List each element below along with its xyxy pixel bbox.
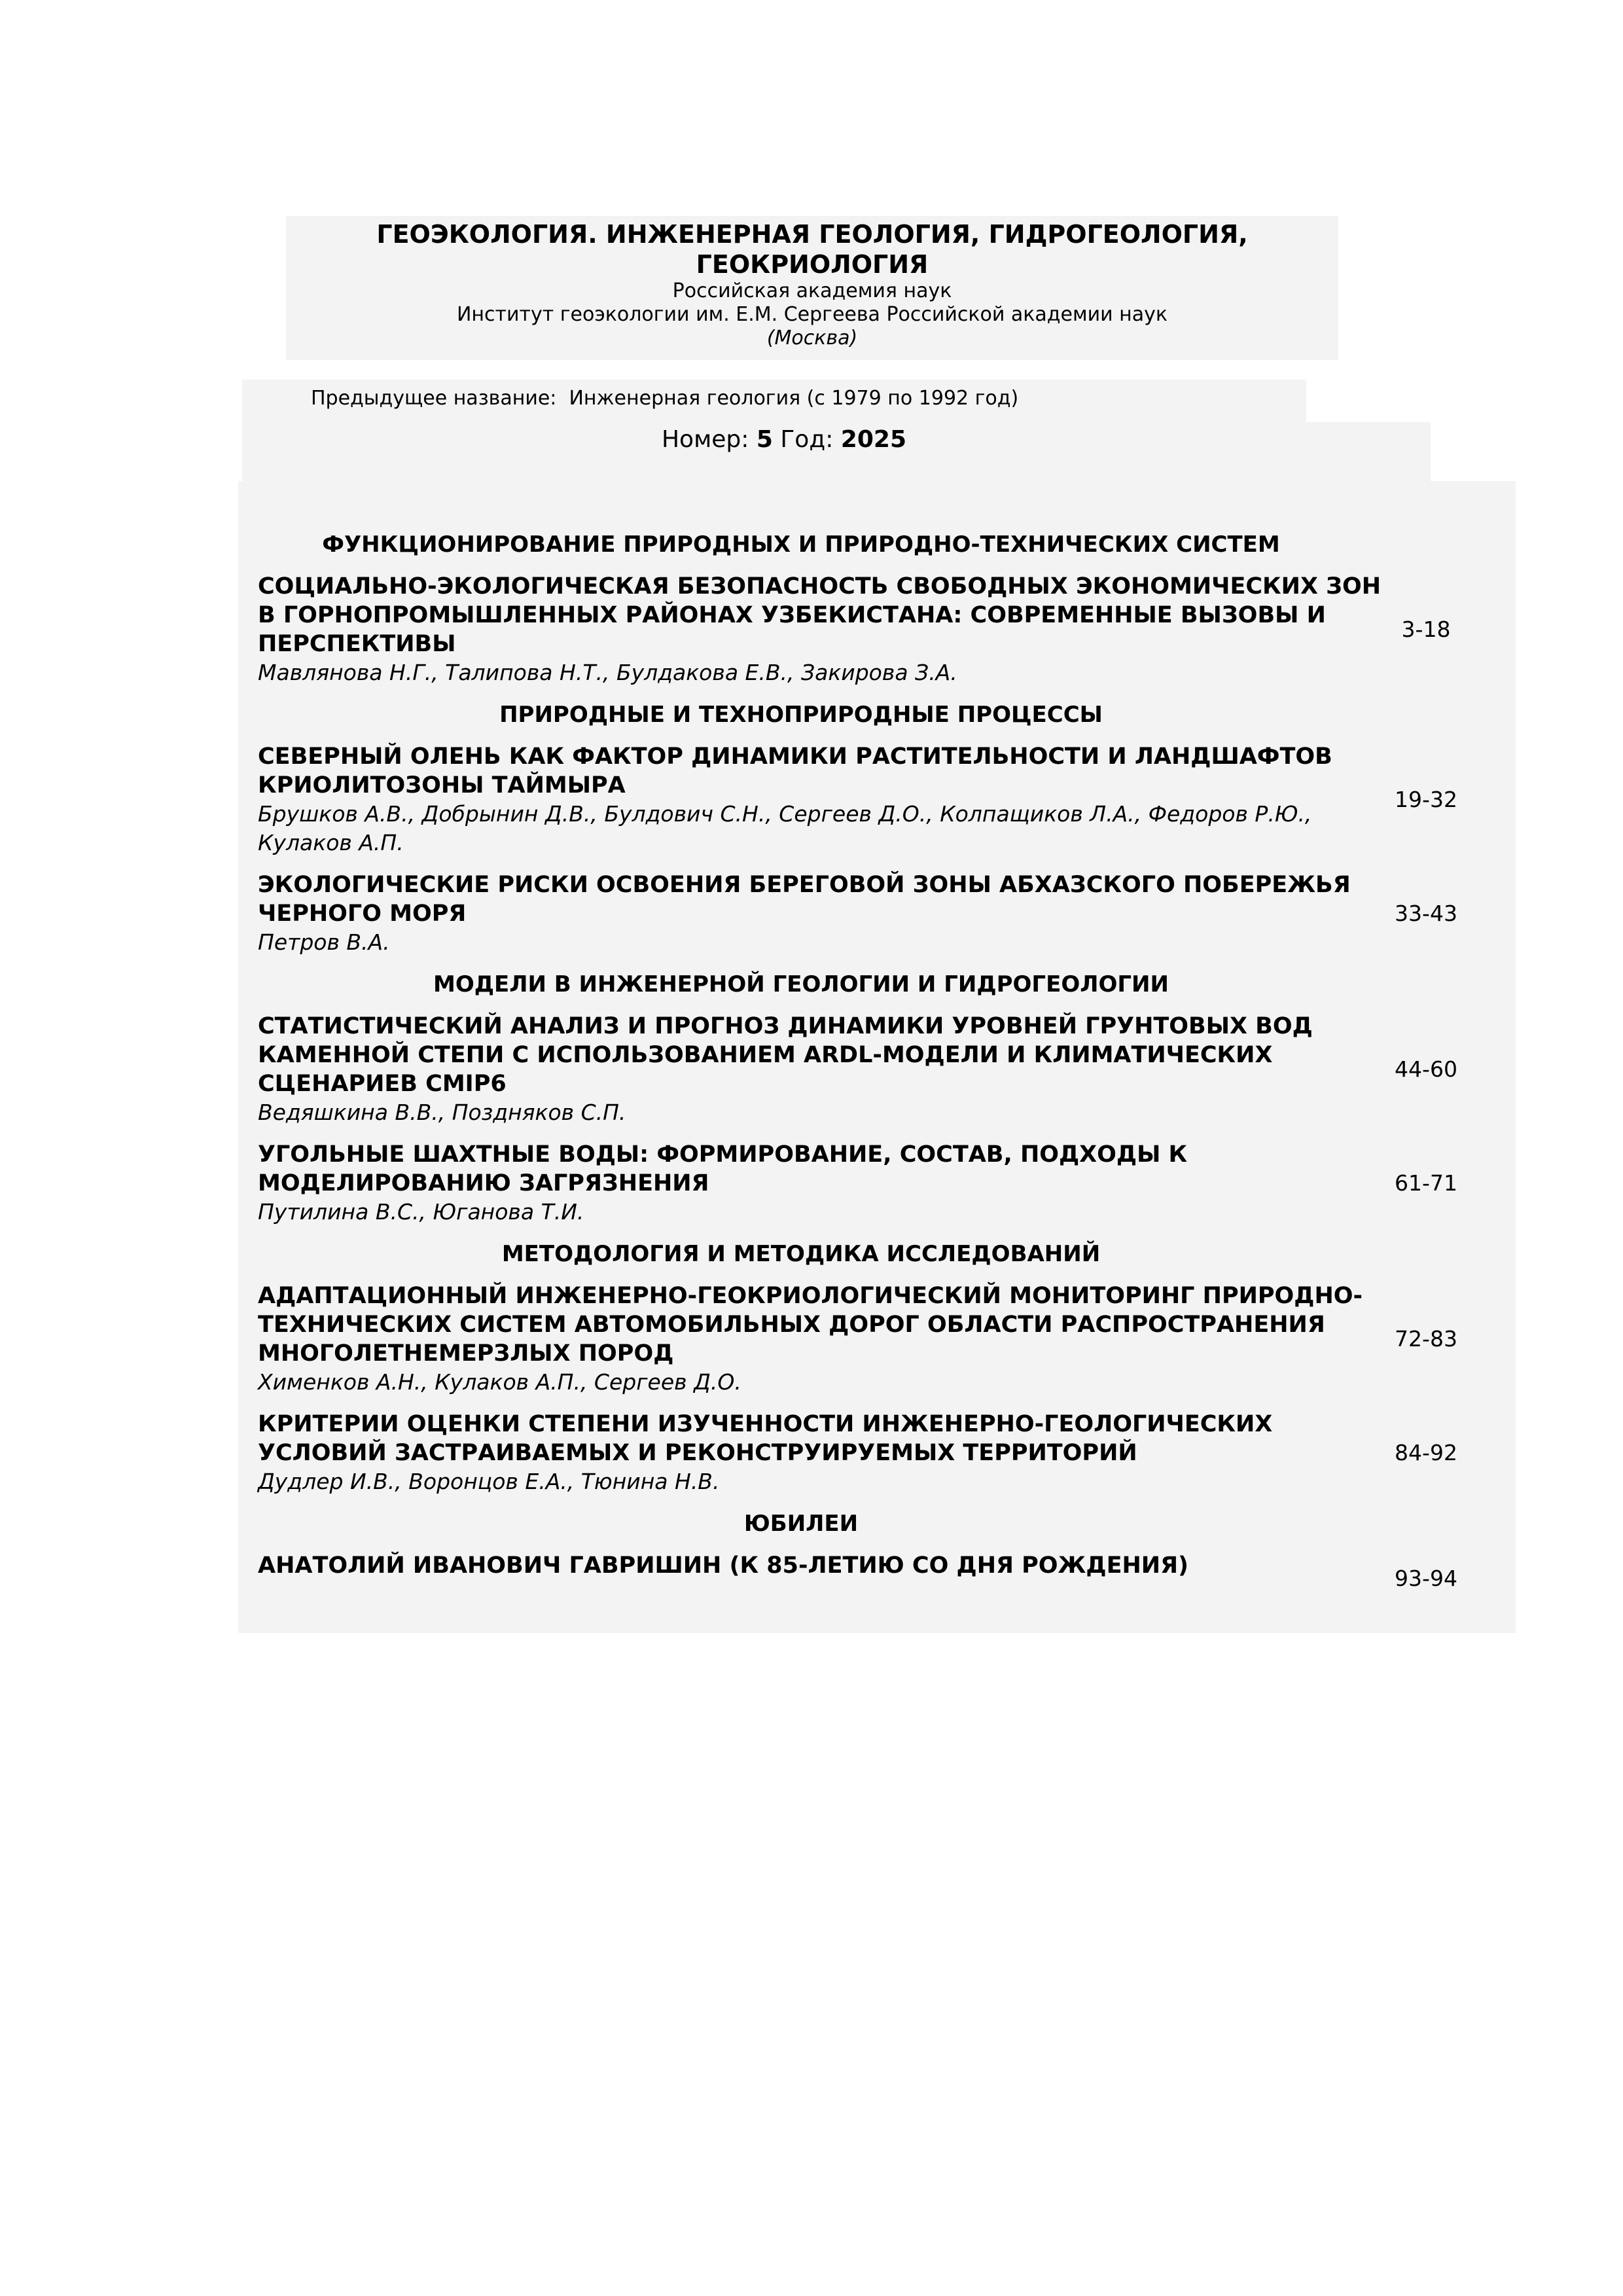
journal-title-line-1: ГЕОЭКОЛОГИЯ. ИНЖЕНЕРНАЯ ГЕОЛОГИЯ, ГИДРОГЕОЛОГИЯ, bbox=[376, 220, 1248, 249]
article-title-link[interactable]: АНАТОЛИЙ ИВАНОВИЧ ГАВРИШИН (К 85-ЛЕТИЮ СО ДНЯ РОЖДЕНИЯ) bbox=[258, 1552, 1189, 1579]
entry-body bbox=[258, 1140, 1383, 1227]
entry-body bbox=[258, 1551, 1383, 1580]
article-title-link[interactable]: В ГОРНОПРОМЫШЛЕННЫХ РАЙОНАХ УЗБЕКИСТАНА: СОВРЕМЕННЫЕ ВЫЗОВЫ И bbox=[258, 602, 1326, 628]
city: (Москва) bbox=[766, 327, 858, 350]
previous-name bbox=[311, 386, 1018, 412]
section-heading: ПРИРОДНЫЕ И ТЕХНОПРИРОДНЫЕ ПРОЦЕССЫ bbox=[499, 702, 1103, 728]
issue-block bbox=[242, 422, 1431, 481]
issue-info bbox=[242, 425, 1326, 454]
entry-body bbox=[258, 572, 1383, 687]
article-authors: Ведяшкина В.В., Поздняков С.П. bbox=[258, 1100, 626, 1125]
page-range: 19-32 bbox=[1395, 787, 1457, 812]
article-title-link[interactable]: ЭКОЛОГИЧЕСКИЕ РИСКИ ОСВОЕНИЯ БЕРЕГОВОЙ ЗОНЫ АБХАЗСКОГО ПОБЕРЕЖЬЯ bbox=[258, 872, 1351, 898]
page-range: 33-43 bbox=[1395, 901, 1457, 926]
issue-year: 2025 bbox=[840, 426, 906, 453]
previous-name-value: Инженерная геология (с 1979 по 1992 год) bbox=[569, 387, 1019, 410]
toc-entry[interactable] bbox=[258, 1551, 1501, 1591]
previous-name-label: Предыдущее название: bbox=[311, 387, 557, 410]
article-title-link[interactable]: СЦЕНАРИЕВ CMIP6 bbox=[258, 1071, 507, 1097]
toc-entry[interactable] bbox=[258, 742, 1501, 857]
page-range: 93-94 bbox=[1395, 1566, 1457, 1591]
article-title-link[interactable]: СТАТИСТИЧЕСКИЙ АНАЛИЗ И ПРОГНОЗ ДИНАМИКИ УРОВНЕЙ ГРУНТОВЫХ ВОД bbox=[258, 1013, 1313, 1039]
article-title-link[interactable]: ПЕРСПЕКТИВЫ bbox=[258, 631, 456, 657]
previous-name-block bbox=[242, 380, 1306, 422]
section-heading: ФУНКЦИОНИРОВАНИЕ ПРИРОДНЫХ И ПРИРОДНО-ТЕХНИЧЕСКИХ СИСТЕМ bbox=[322, 531, 1280, 558]
page-range: 44-60 bbox=[1395, 1056, 1457, 1082]
toc-list bbox=[258, 530, 1501, 1593]
toc-entry[interactable] bbox=[258, 1140, 1501, 1227]
journal-header bbox=[286, 216, 1338, 360]
article-authors: Брушков А.В., Добрынин Д.В., Булдович С.Н., Сергеев Д.О., Колпащиков Л.А., Федоров Р.Ю., bbox=[258, 801, 1312, 827]
section-heading: ЮБИЛЕИ bbox=[743, 1511, 859, 1537]
entry-body bbox=[258, 870, 1383, 957]
section-heading: МЕТОДОЛОГИЯ И МЕТОДИКА ИССЛЕДОВАНИЙ bbox=[501, 1241, 1101, 1267]
page-range: 3-18 bbox=[1401, 617, 1451, 642]
issue-year-label: Год: bbox=[780, 426, 834, 453]
article-authors: Путилина В.С., Юганова Т.И. bbox=[258, 1199, 584, 1225]
toc-entry[interactable] bbox=[258, 1012, 1501, 1127]
issue-number: 5 bbox=[756, 426, 773, 453]
page-range: 84-92 bbox=[1395, 1440, 1457, 1465]
table-of-contents bbox=[238, 481, 1516, 1633]
article-authors: Петров В.А. bbox=[258, 929, 390, 955]
publisher: Российская академия наук bbox=[672, 279, 952, 302]
page-range: 61-71 bbox=[1395, 1170, 1457, 1196]
toc-entry[interactable] bbox=[258, 1282, 1501, 1397]
page-range: 72-83 bbox=[1395, 1326, 1457, 1352]
article-title-link[interactable]: МОДЕЛИРОВАНИЮ ЗАГРЯЗНЕНИЯ bbox=[258, 1170, 709, 1196]
article-title-link[interactable]: МНОГОЛЕТНЕМЕРЗЛЫХ ПОРОД bbox=[258, 1340, 674, 1367]
article-title-link[interactable]: УСЛОВИЙ ЗАСТРАИВАЕМЫХ И РЕКОНСТРУИРУЕМЫХ ТЕРРИТОРИЙ bbox=[258, 1440, 1137, 1466]
article-title-link[interactable]: КРИТЕРИИ ОЦЕНКИ СТЕПЕНИ ИЗУЧЕННОСТИ ИНЖЕНЕРНО-ГЕОЛОГИЧЕСКИХ bbox=[258, 1411, 1273, 1437]
section-heading: МОДЕЛИ В ИНЖЕНЕРНОЙ ГЕОЛОГИИ И ГИДРОГЕОЛОГИИ bbox=[433, 971, 1169, 997]
institute: Институт геоэкологии им. Е.М. Сергеева Российской академии наук bbox=[456, 303, 1168, 326]
toc-entry[interactable] bbox=[258, 572, 1501, 687]
toc-entry[interactable] bbox=[258, 870, 1501, 957]
entry-body bbox=[258, 1410, 1383, 1496]
article-title-link[interactable]: ЧЕРНОГО МОРЯ bbox=[258, 901, 467, 927]
journal-title-line-2: ГЕОКРИОЛОГИЯ bbox=[696, 250, 929, 279]
article-authors: Дудлер И.В., Воронцов Е.А., Тюнина Н.В. bbox=[258, 1469, 720, 1494]
article-authors: Кулаков А.П. bbox=[258, 830, 404, 855]
article-title-link[interactable]: УГОЛЬНЫЕ ШАХТНЫЕ ВОДЫ: ФОРМИРОВАНИЕ, СОСТАВ, ПОДХОДЫ К bbox=[258, 1141, 1188, 1168]
article-title-link[interactable]: КАМЕННОЙ СТЕПИ С ИСПОЛЬЗОВАНИЕМ ARDL-МОДЕЛИ И КЛИМАТИЧЕСКИХ bbox=[258, 1042, 1273, 1068]
entry-body bbox=[258, 1012, 1383, 1127]
entry-body bbox=[258, 742, 1383, 857]
article-title-link[interactable]: АДАПТАЦИОННЫЙ ИНЖЕНЕРНО-ГЕОКРИОЛОГИЧЕСКИЙ МОНИТОРИНГ ПРИРОДНО- bbox=[258, 1283, 1363, 1309]
entry-body bbox=[258, 1282, 1383, 1397]
article-authors: Хименков А.Н., Кулаков А.П., Сергеев Д.О. bbox=[258, 1369, 741, 1395]
article-authors: Мавлянова Н.Г., Талипова Н.Т., Булдакова Е.В., Закирова З.А. bbox=[258, 660, 957, 685]
article-title-link[interactable]: ТЕХНИЧЕСКИХ СИСТЕМ АВТОМОБИЛЬНЫХ ДОРОГ ОБЛАСТИ РАСПРОСТРАНЕНИЯ bbox=[258, 1312, 1325, 1338]
article-title-link[interactable]: КРИОЛИТОЗОНЫ ТАЙМЫРА bbox=[258, 772, 626, 798]
issue-number-label: Номер: bbox=[661, 426, 749, 453]
article-title-link[interactable]: СЕВЕРНЫЙ ОЛЕНЬ КАК ФАКТОР ДИНАМИКИ РАСТИТЕЛЬНОСТИ И ЛАНДШАФТОВ bbox=[258, 744, 1332, 770]
toc-entry[interactable] bbox=[258, 1410, 1501, 1496]
article-title-link[interactable]: СОЦИАЛЬНО-ЭКОЛОГИЧЕСКАЯ БЕЗОПАСНОСТЬ СВОБОДНЫХ ЭКОНОМИЧЕСКИХ ЗОН bbox=[258, 573, 1382, 600]
